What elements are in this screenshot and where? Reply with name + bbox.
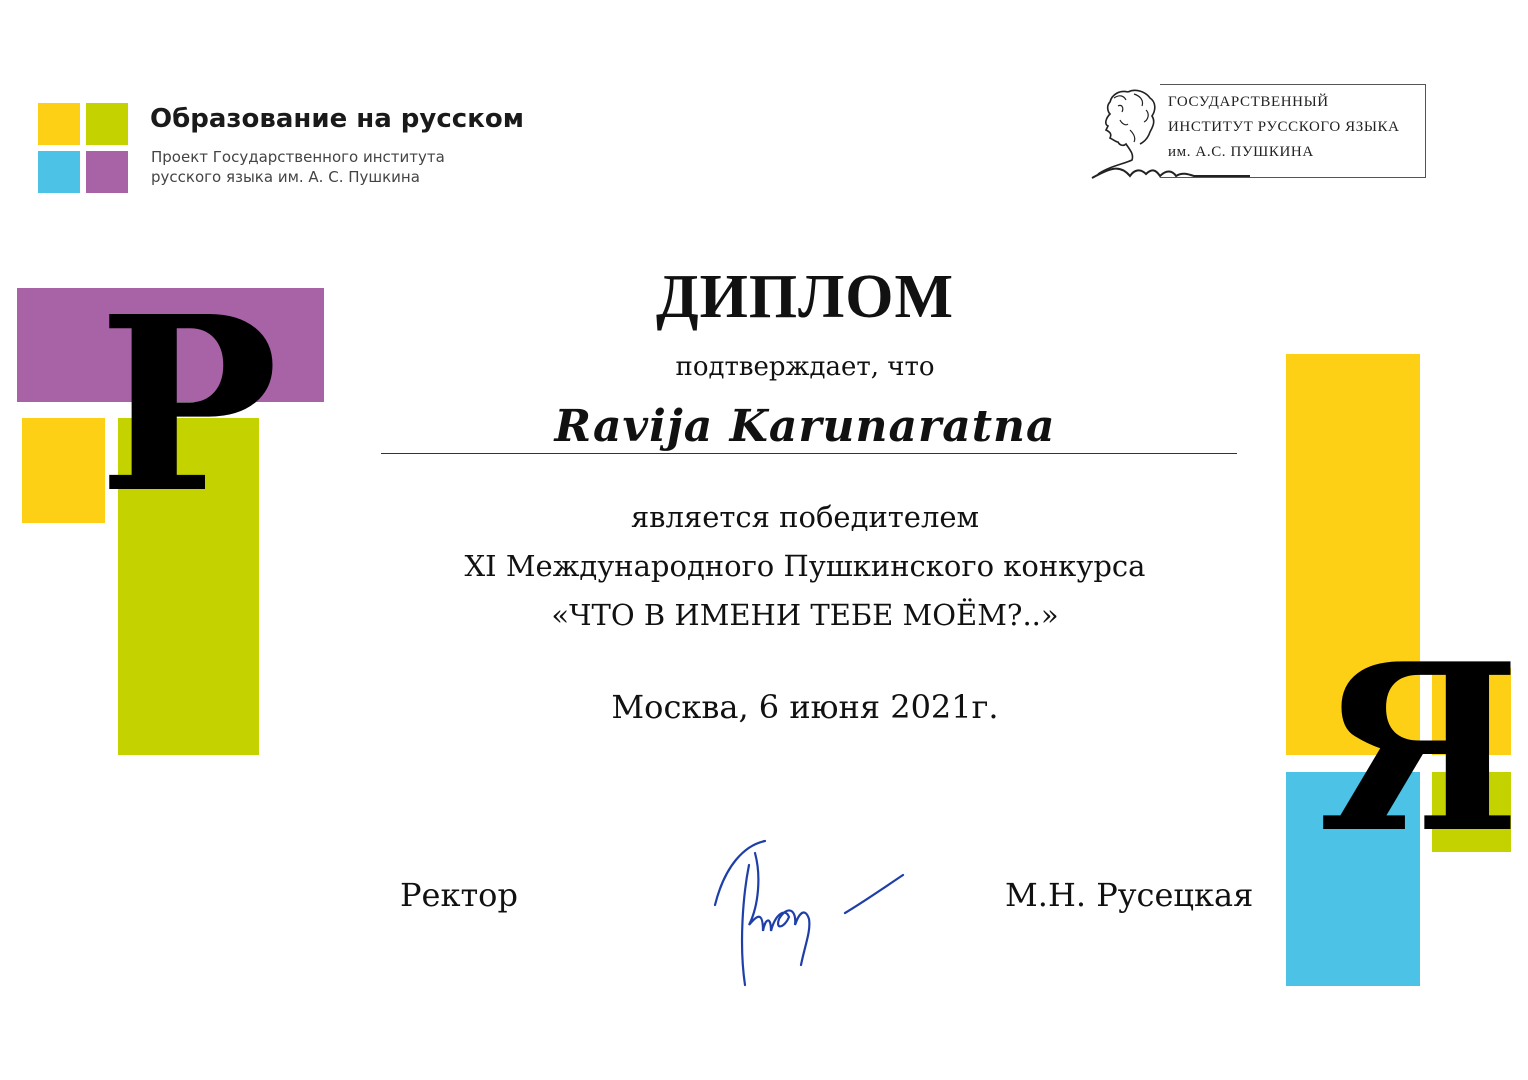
- institute-line-2: ИНСТИТУТ РУССКОГО ЯЗЫКА: [1168, 119, 1400, 135]
- name-underline: [381, 453, 1237, 454]
- institute-line-3: им. А.С. ПУШКИНА: [1168, 144, 1314, 160]
- status-text: является победителем: [630, 500, 980, 534]
- signer-name: М.Н. Русецкая: [1005, 876, 1254, 914]
- logo-square-green: [86, 103, 128, 145]
- logo-square-purple: [86, 151, 128, 193]
- decor-letter-r: Р: [98, 264, 279, 546]
- logo-subtitle-2: русского языка им. А. С. Пушкина: [151, 168, 420, 186]
- diploma-title: ДИПЛОМ: [655, 263, 955, 331]
- signer-role: Ректор: [400, 876, 518, 914]
- logo-square-yellow: [38, 103, 80, 145]
- logo-subtitle-1: Проект Государственного института: [151, 148, 445, 166]
- recipient-name: Ravija Karunaratna: [554, 401, 1056, 452]
- contest-line: XI Международного Пушкинского конкурса: [464, 549, 1146, 583]
- institute-line-1: ГОСУДАРСТВЕННЫЙ: [1168, 94, 1329, 110]
- contest-name: «ЧТО В ИМЕНИ ТЕБЕ МОЁМ?..»: [551, 598, 1059, 632]
- decor-letter-ya: Я: [1318, 614, 1521, 884]
- place-date: Москва, 6 июня 2021г.: [611, 688, 999, 726]
- logo-title: Образование на русском: [150, 104, 524, 134]
- confirms-text: подтверждает, что: [675, 352, 935, 382]
- handwritten-signature: [705, 835, 910, 995]
- logo-square-blue: [38, 151, 80, 193]
